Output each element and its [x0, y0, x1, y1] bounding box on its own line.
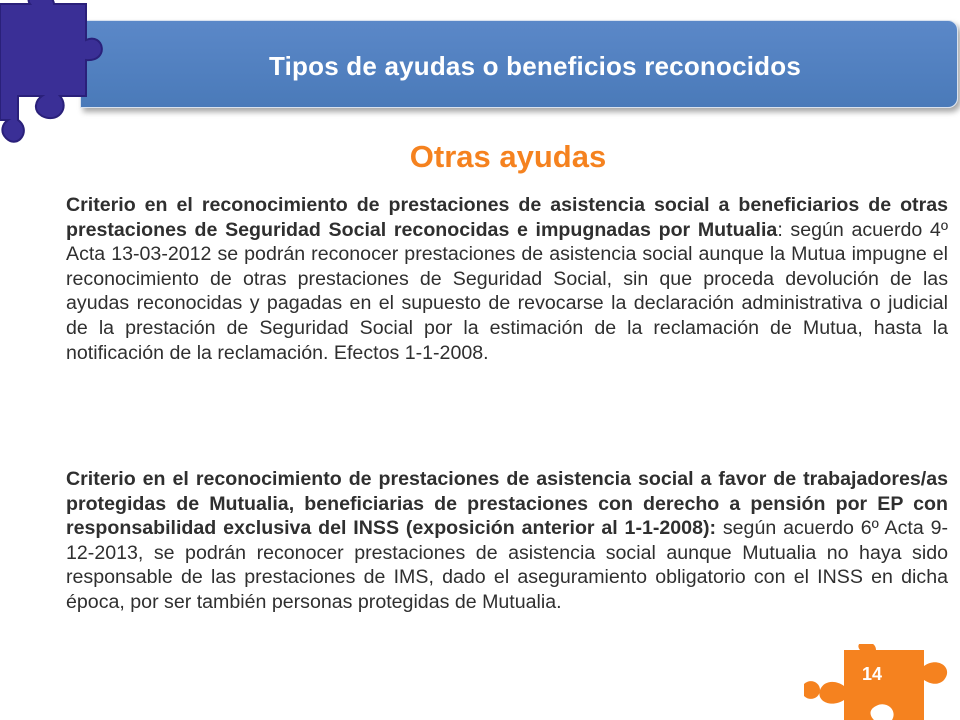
- paragraph-1-bold: Criterio en el reconocimiento de prestaciones de asistencia social a beneficiarios de otras prestaciones de Seguridad Social reconocidas e impugnadas por Mutualia: [66, 194, 948, 241]
- paragraph-2-text: según acuerdo 6º Acta 9-12-2013, se podrán reconocer prestaciones de asistencia social aunque Mutualia no haya sido responsable de las prestaciones de IMS, dado el aseguramiento obligatorio con el INSS en dicha época, por ser también personas protegidas de Mutualia.: [66, 517, 948, 613]
- paragraph-1-text: : según acuerdo 4º Acta 13-03-2012 se podrán reconocer prestaciones de asistencia social aunque la Mutua impugne el reconocimiento de otras prestaciones de Seguridad Social, sin que proceda devolución de las ayudas reconocidas y pagadas en el supuesto de revocarse la declaración administrativa o judicial de la prestación de Seguridad Social por la estimación de la reclamación de Mutua, hasta la notificación de la reclamación. Efectos 1-1-2008.: [66, 218, 948, 364]
- page-title: Tipos de ayudas o beneficios reconocidos: [269, 51, 801, 81]
- paragraph-2: [66, 467, 948, 615]
- header-banner: [80, 20, 958, 108]
- paragraph-2-bold: Criterio en el reconocimiento de prestaciones de asistencia social a favor de trabajadores/as protegidas de Mutualia, beneficiarias de prestaciones con derecho a pensión por EP con responsabilidad exclusiva del INSS (exposición anterior al 1-1-2008):: [66, 468, 948, 540]
- puzzle-piece-icon: [0, 0, 110, 150]
- section-title: Otras ayudas: [409, 139, 607, 174]
- paragraph-1: [66, 193, 948, 365]
- page-number: 14: [862, 664, 883, 684]
